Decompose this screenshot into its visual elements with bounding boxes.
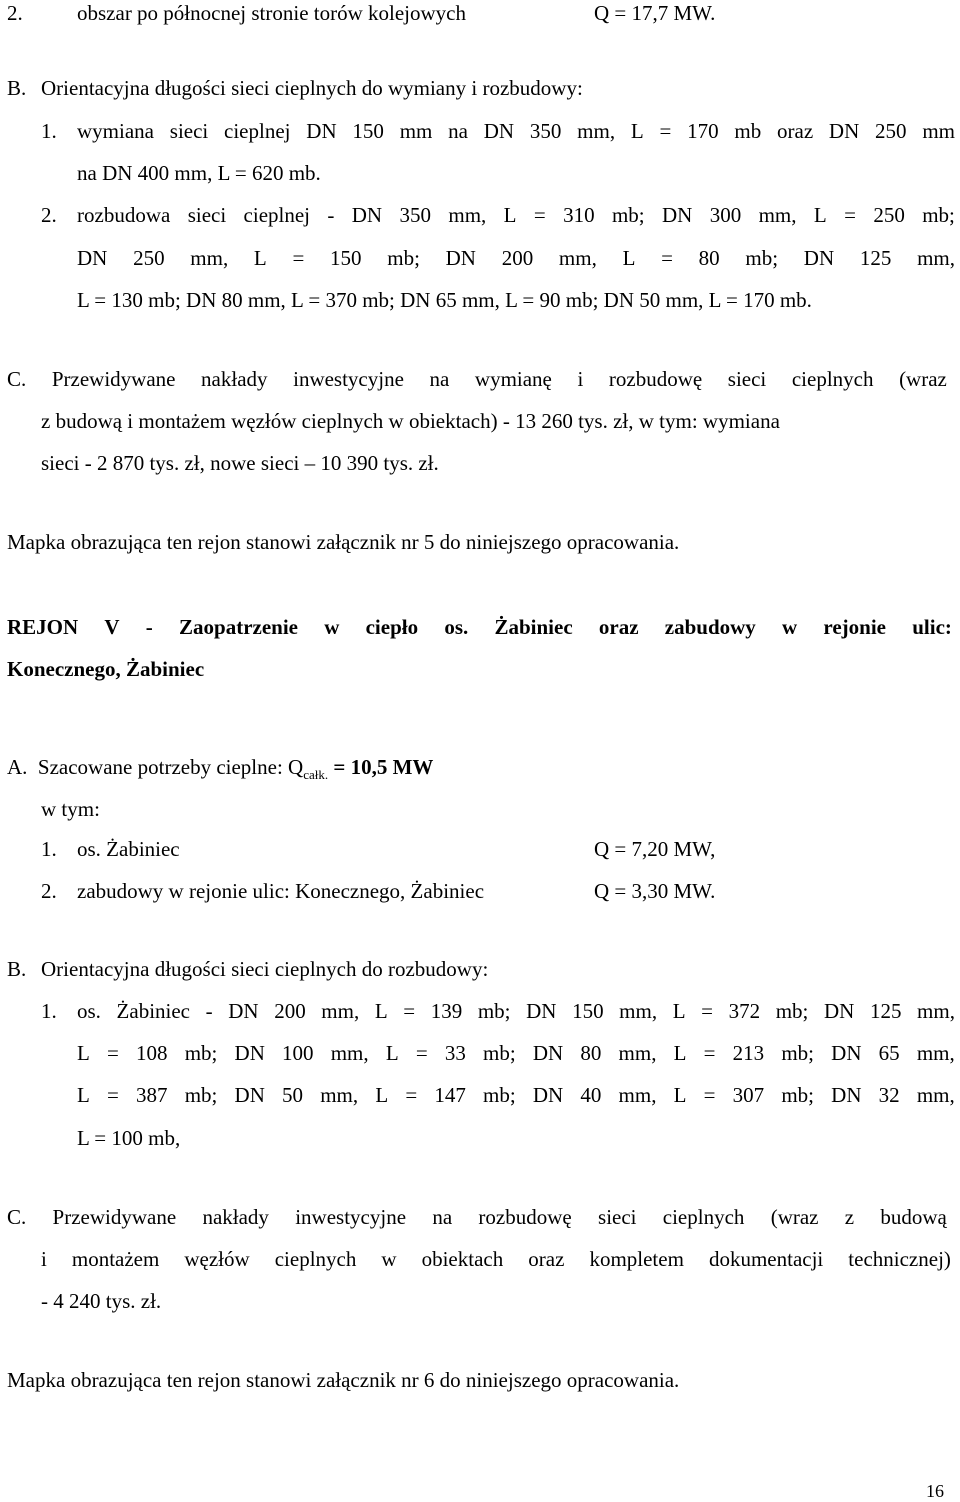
- a-heat-demand: [7, 754, 433, 780]
- word: na: [432, 1205, 453, 1229]
- word: Zaopatrzenie: [179, 615, 298, 639]
- word: mm,: [320, 1083, 359, 1107]
- word: rozbudowę: [478, 1205, 572, 1229]
- page-number: 16: [926, 1481, 944, 1501]
- word: -: [205, 999, 213, 1023]
- word: węzłów: [184, 1247, 250, 1271]
- b1-number: 1.: [41, 119, 57, 143]
- word: C.: [7, 367, 27, 391]
- word: =: [703, 1041, 716, 1065]
- word: ulic:: [912, 615, 952, 639]
- word: DN: [445, 246, 476, 270]
- word: 310: [563, 203, 595, 227]
- word: 350: [529, 119, 562, 143]
- word: L: [673, 1083, 687, 1107]
- word: 350: [399, 203, 431, 227]
- word: C.: [7, 1205, 27, 1229]
- map-note-5: Mapka obrazująca ten rejon stanowi załącznik nr 5 do niniejszego opracowania.: [7, 530, 680, 554]
- word: nakłady: [202, 1205, 269, 1229]
- a1-number: 1.: [41, 837, 57, 861]
- word: =: [415, 1041, 428, 1065]
- word: L: [77, 1083, 90, 1107]
- map-note-6: Mapka obrazująca ten rejon stanowi załącznik nr 6 do niniejszego opracowania.: [7, 1368, 680, 1392]
- word: wymianę: [474, 367, 552, 391]
- word: mb;: [611, 203, 645, 227]
- word: os.: [77, 999, 101, 1023]
- a-heat-demand-value: = 10,5 MW: [328, 755, 434, 779]
- word: 32: [878, 1083, 900, 1107]
- word: -: [145, 615, 153, 639]
- word: inwestycyjne: [295, 1205, 407, 1229]
- word: DN: [351, 203, 383, 227]
- rv-c-line-3: - 4 240 tys. zł.: [41, 1289, 162, 1313]
- word: 200: [274, 999, 306, 1023]
- word: mm,: [619, 999, 658, 1023]
- word: 125: [869, 999, 902, 1023]
- word: 150: [330, 246, 362, 270]
- word: -: [327, 203, 335, 227]
- rv-b1-line-1: [77, 998, 955, 1024]
- a1-value: Q = 7,20 MW,: [594, 837, 716, 861]
- word: L: [503, 203, 517, 227]
- rv-c-line-1: [7, 1204, 947, 1230]
- word: rejonie: [823, 615, 886, 639]
- word: 150: [572, 999, 604, 1023]
- word: L: [375, 1083, 389, 1107]
- word: nakłady: [201, 367, 268, 391]
- word: DN: [234, 1083, 265, 1107]
- b2-line-2: [77, 245, 955, 271]
- c-line-2: z budową i montażem węzłów cieplnych w obiektach) - 13 260 tys. zł, w tym: wymiana: [41, 409, 780, 433]
- word: na: [429, 367, 450, 391]
- word: 200: [501, 246, 534, 270]
- word: inwestycyjne: [293, 367, 404, 391]
- word: L: [672, 999, 686, 1023]
- word: mm,: [916, 1041, 955, 1065]
- word: REJON: [7, 615, 79, 639]
- word: DN: [831, 1083, 862, 1107]
- word: 250: [875, 119, 907, 143]
- word: mm: [922, 119, 955, 143]
- word: =: [703, 1083, 716, 1107]
- word: 80: [698, 246, 720, 270]
- word: 307: [732, 1083, 765, 1107]
- word: mb;: [483, 1041, 516, 1065]
- word: mb;: [477, 999, 511, 1023]
- word: mb;: [922, 203, 955, 227]
- item-2-number: 2.: [7, 1, 23, 25]
- word: 147: [434, 1083, 466, 1107]
- word: ciepło: [365, 615, 419, 639]
- word: DN: [662, 203, 693, 227]
- word: cieplnych: [662, 1205, 745, 1229]
- word: mb;: [483, 1083, 516, 1107]
- b2-line-1: [77, 202, 955, 228]
- word: i: [577, 367, 584, 391]
- word: sieci: [727, 367, 767, 391]
- word: DN: [803, 246, 835, 270]
- rv-b1-line-3: [77, 1082, 955, 1108]
- word: w: [324, 615, 340, 639]
- word: =: [107, 1041, 119, 1065]
- word: mm,: [917, 999, 955, 1023]
- word: cieplnej: [224, 119, 291, 143]
- word: z: [844, 1205, 855, 1229]
- word: mm,: [558, 246, 597, 270]
- word: sieci: [598, 1205, 637, 1229]
- word: 65: [878, 1041, 900, 1065]
- word: 170: [687, 119, 719, 143]
- b1-line-1: [77, 118, 955, 144]
- word: mb;: [745, 246, 779, 270]
- word: =: [659, 119, 672, 143]
- b2-line-3: L = 130 mb; DN 80 mm, L = 370 mb; DN 65 mm, L = 90 mb; DN 50 mm, L = 170 mb.: [77, 288, 812, 312]
- word: wymiana: [77, 119, 154, 143]
- word: (wraz: [770, 1205, 819, 1229]
- word: mb;: [184, 1083, 218, 1107]
- word: technicznej): [848, 1247, 951, 1271]
- word: L: [630, 119, 644, 143]
- word: L: [385, 1041, 399, 1065]
- word: DN: [831, 1041, 862, 1065]
- word: mm,: [321, 999, 360, 1023]
- word: mm,: [618, 1041, 657, 1065]
- word: mm,: [448, 203, 487, 227]
- a2-number: 2.: [41, 879, 57, 903]
- word: =: [405, 1083, 418, 1107]
- c-line-1: [7, 366, 947, 392]
- word: mm: [399, 119, 433, 143]
- word: budową: [880, 1205, 947, 1229]
- word: 80: [580, 1041, 602, 1065]
- word: i: [41, 1247, 47, 1271]
- a2-value: Q = 3,30 MW.: [594, 879, 716, 903]
- a-wtym: w tym:: [41, 797, 100, 821]
- word: sieci: [187, 203, 227, 227]
- region-v-heading-line-1: [7, 614, 952, 640]
- word: DN: [306, 119, 337, 143]
- word: mb;: [781, 1041, 814, 1065]
- a-heat-demand-label: A. Szacowane potrzeby cieplne: Q: [7, 755, 304, 779]
- word: DN: [828, 119, 860, 143]
- word: cieplnej: [243, 203, 311, 227]
- word: 150: [352, 119, 384, 143]
- word: DN: [483, 119, 515, 143]
- word: L: [813, 203, 827, 227]
- word: (wraz: [899, 367, 947, 391]
- word: mb: [734, 119, 762, 143]
- item-2-text: obszar po północnej stronie torów kolejowych: [77, 1, 466, 25]
- word: Żabiniec: [494, 615, 573, 639]
- word: mm,: [190, 246, 229, 270]
- word: oraz: [598, 615, 639, 639]
- word: DN: [823, 999, 855, 1023]
- word: L: [374, 999, 388, 1023]
- word: DN: [532, 1041, 564, 1065]
- word: L: [673, 1041, 687, 1065]
- word: w: [782, 615, 798, 639]
- c-line-3: sieci - 2 870 tys. zł, nowe sieci – 10 390 tys. zł.: [41, 451, 439, 475]
- section-b-letter: B.: [7, 76, 27, 100]
- b1-line-2: na DN 400 mm, L = 620 mb.: [77, 161, 321, 185]
- word: mb;: [387, 246, 420, 270]
- word: =: [701, 999, 713, 1023]
- word: 250: [133, 246, 165, 270]
- word: =: [844, 203, 856, 227]
- word: L: [253, 246, 267, 270]
- word: 125: [859, 246, 892, 270]
- word: mb;: [184, 1041, 218, 1065]
- word: mb;: [775, 999, 809, 1023]
- section-b-heading: Orientacyjna długości sieci cieplnych do wymiany i rozbudowy:: [41, 76, 583, 100]
- word: DN: [526, 999, 557, 1023]
- word: L: [622, 246, 636, 270]
- word: mm,: [330, 1041, 369, 1065]
- a-heat-demand-subscript: całk.: [303, 767, 329, 782]
- word: oraz: [777, 119, 814, 143]
- word: =: [533, 203, 546, 227]
- word: os.: [444, 615, 469, 639]
- word: 372: [728, 999, 761, 1023]
- rv-b1-line-4: L = 100 mb,: [77, 1126, 181, 1150]
- word: DN: [532, 1083, 564, 1107]
- word: mm,: [618, 1083, 657, 1107]
- b2-number: 2.: [41, 203, 57, 227]
- word: mm,: [916, 1083, 955, 1107]
- region-v-heading-line-2: Konecznego, Żabiniec: [7, 657, 205, 681]
- rv-b1-line-2: [77, 1040, 955, 1066]
- word: sieci: [169, 119, 209, 143]
- word: obiektach: [421, 1247, 504, 1271]
- word: DN: [234, 1041, 265, 1065]
- word: =: [661, 246, 673, 270]
- word: w: [381, 1247, 397, 1271]
- word: 50: [282, 1083, 304, 1107]
- word: V: [104, 615, 120, 639]
- word: na: [448, 119, 468, 143]
- word: mm,: [758, 203, 797, 227]
- word: Żabiniec: [116, 999, 191, 1023]
- word: DN: [228, 999, 259, 1023]
- word: 250: [873, 203, 905, 227]
- word: mm,: [917, 246, 955, 270]
- word: Przewidywane: [51, 367, 176, 391]
- rv-section-b-letter: B.: [7, 957, 27, 981]
- word: 300: [709, 203, 742, 227]
- word: Przewidywane: [52, 1205, 177, 1229]
- word: kompletem: [589, 1247, 684, 1271]
- word: 100: [282, 1041, 314, 1065]
- word: mb;: [781, 1083, 814, 1107]
- word: =: [107, 1083, 119, 1107]
- word: 387: [136, 1083, 168, 1107]
- word: zabudowy: [664, 615, 756, 639]
- a1-text: os. Żabiniec: [77, 837, 180, 861]
- word: 33: [444, 1041, 466, 1065]
- a2-text: zabudowy w rejonie ulic: Konecznego, Żabiniec: [77, 879, 485, 903]
- word: dokumentacji: [708, 1247, 824, 1271]
- word: cieplnych: [791, 367, 874, 391]
- word: mm,: [577, 119, 616, 143]
- word: cieplnych: [274, 1247, 357, 1271]
- word: rozbudowę: [608, 367, 703, 391]
- word: rozbudowa: [77, 203, 171, 227]
- word: montażem: [71, 1247, 160, 1271]
- item-2-value: Q = 17,7 MW.: [594, 1, 716, 25]
- word: DN: [77, 246, 108, 270]
- word: =: [403, 999, 416, 1023]
- word: =: [292, 246, 305, 270]
- word: L: [77, 1041, 90, 1065]
- word: 40: [580, 1083, 602, 1107]
- rv-c-line-2: [41, 1246, 951, 1272]
- word: 108: [136, 1041, 168, 1065]
- word: 139: [430, 999, 463, 1023]
- word: oraz: [528, 1247, 565, 1271]
- rv-section-b-heading: Orientacyjna długości sieci cieplnych do rozbudowy:: [41, 957, 489, 981]
- rv-b1-number: 1.: [41, 999, 57, 1023]
- word: 213: [732, 1041, 765, 1065]
